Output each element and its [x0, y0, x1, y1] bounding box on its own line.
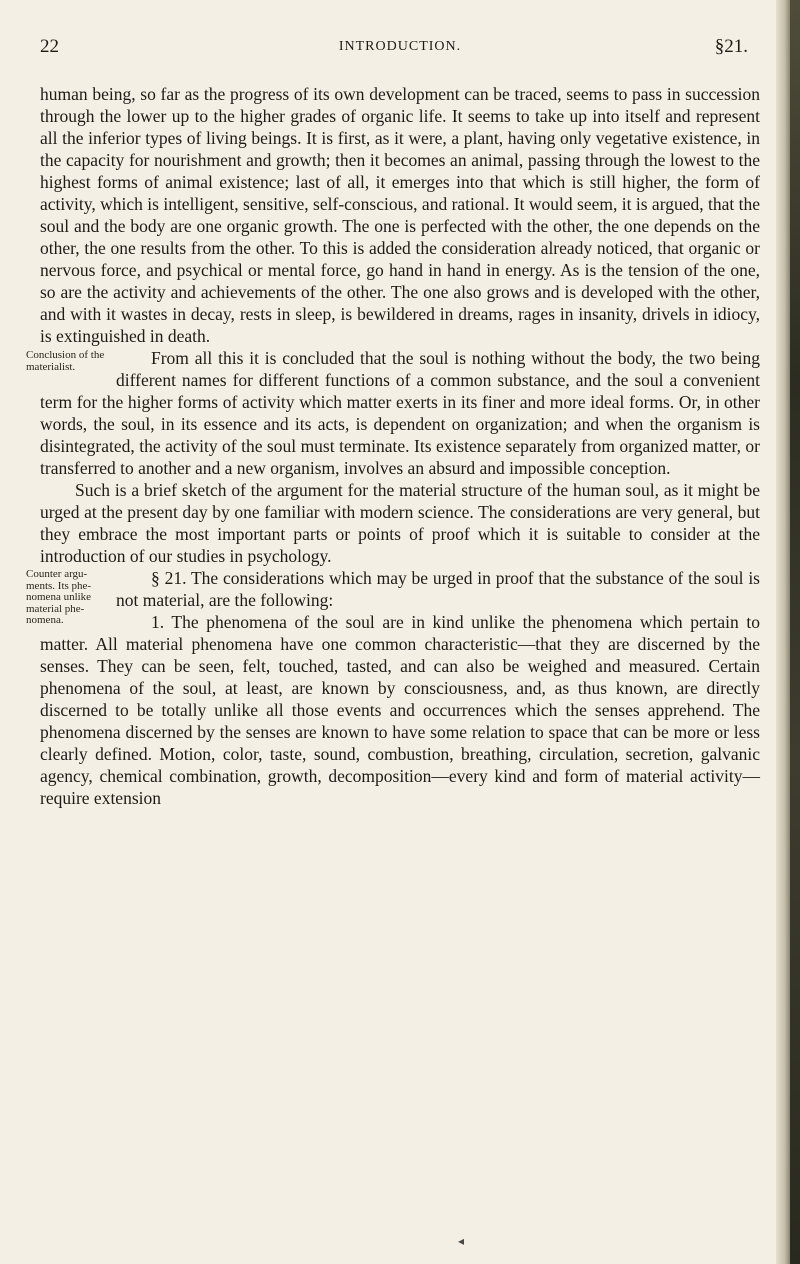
book-binding-shadow — [790, 0, 800, 1264]
page-number: 22 — [40, 36, 59, 57]
sidenote-counter-arguments: Counter arguments. Its phenomena unlike material phenomena. — [26, 568, 92, 626]
footer-mark: ◂ — [458, 1234, 465, 1248]
sidenote-conclusion: Conclusion of the materialist. — [26, 349, 105, 373]
section-number: §21. — [714, 36, 748, 57]
running-head: INTRODUCTION. — [338, 39, 462, 54]
paragraph-text: § 21. The considerations which may be urged in proof that the substance of the soul is not material, are the following: — [116, 568, 760, 610]
paragraph-text: From all this it is concluded that the soul is nothing without the body, the two being different names for different functions of a common substance, and the soul a convenient term for the higher forms of activity which matter exerts in its finer and more ideal forms. Or, in other words, the soul, in its essence and its acts, is dependent on organization; and when the organism is disintegrated, the activity of the soul must terminate. Its existence separately from organized matter, or transferred to another and a new organism, involves an absurd and impossible conception. — [40, 348, 760, 478]
paragraph-summary: Such is a brief sketch of the argument for the material structure of the human soul, as it might be urged at the present day by one familiar with modern science. The considerations are very general, but they embrace the most important parts or points of proof which it is suitable to consider at the introduction of our studies in psychology. — [40, 480, 760, 566]
paragraph-materialist-conclusion — [26, 347, 760, 479]
paragraph-section-21 — [26, 567, 760, 626]
paragraph-phenomena: 1. The phenomena of the soul are in kind unlike the phenomena which pertain to matter. All material phenomena have one common characteristic—that they are discerned by the senses. They can be seen, felt, touched, tasted, and can also be weighed and measured. Certain phenomena of the soul, at least, are known by consciousness, and, as thus known, are directly discerned to be totally unlike all those events and occurrences which the senses apprehend. The phenomena discerned by the senses are known to have some relation to space that can be more or less clearly defined. Motion, color, taste, sound, combustion, breathing, circulation, secretion, galvanic agency, chemical combination, growth, decomposition—every kind and form of material activity—require extension — [40, 612, 760, 808]
paragraph-continuation: human being, so far as the progress of its own development can be traced, seems to pass in succession through the lower up to the higher grades of organic life. It seems to take up into itself and represent all the inferior types of living beings. It is first, as it were, a plant, having only vegetative existence, in the capacity for nourishment and growth; then it becomes an animal, passing through the lowest to the highest forms of animal existence; last of all, it emerges into that which is still higher, the form of activity, which is intelligent, sensitive, self-conscious, and rational. It would seem, it is argued, that the soul and the body are one organic growth. The one is perfected with the other, the one depends on the other, the one results from the other. To this is added the consideration already noticed, that organic or nervous force, and psychical or mental force, go hand in hand in energy. As is the tension of the one, so are the activity and achievements of the other. The one also grows and is developed with the other, and with it wastes in decay, rests in sleep, is bewildered in dreams, rages in insanity, drivels in idiocy, is extinguished in death. — [40, 84, 760, 346]
body-text — [26, 83, 760, 809]
page-header — [40, 36, 760, 60]
